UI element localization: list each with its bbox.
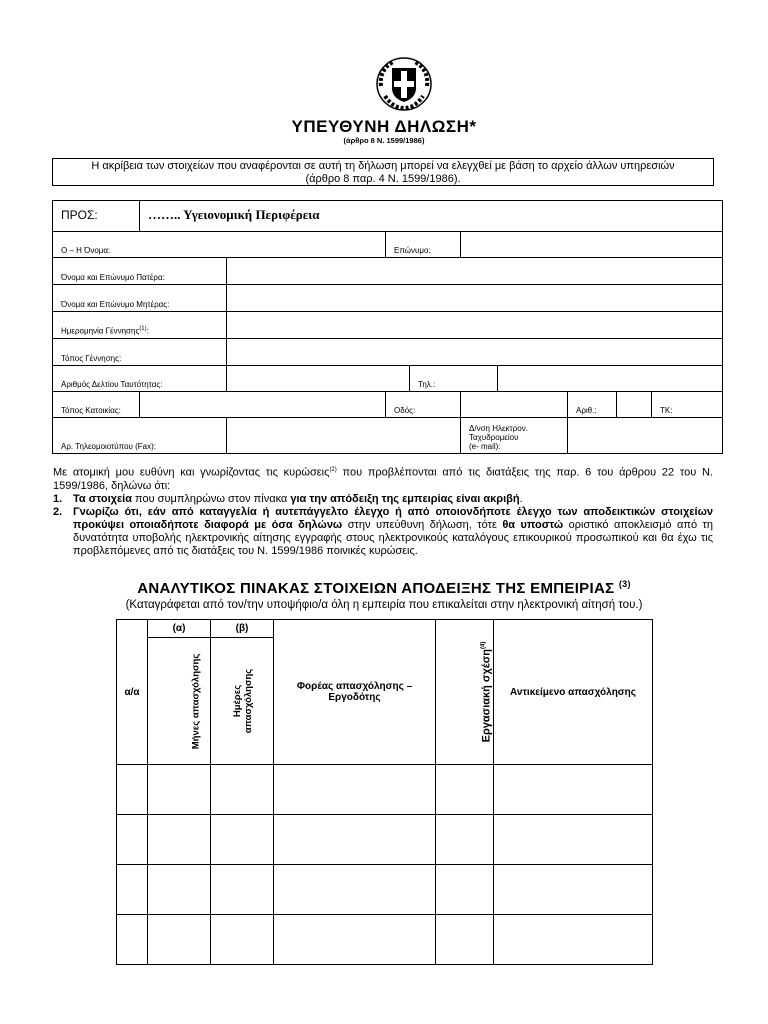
verification-notice xyxy=(52,158,714,186)
birthplace-label: Τόπος Γέννησης: xyxy=(53,339,227,366)
cell-relation[interactable] xyxy=(436,815,494,865)
personal-details-form xyxy=(52,200,723,454)
first-name-label: Ο – Η Όνομα: xyxy=(61,246,111,255)
street-number-label: Αριθ.: xyxy=(568,392,617,418)
col-header-relation: Εργασιακή σχέση$^{(4)}$ xyxy=(436,620,494,765)
col-header-aa: α/α xyxy=(117,620,148,765)
cell-relation[interactable] xyxy=(436,915,494,965)
id-number-field[interactable] xyxy=(227,366,410,392)
residence-field[interactable] xyxy=(140,392,386,418)
street-number-field[interactable] xyxy=(617,392,652,418)
col-header-months: Μήνες απασχόλησης xyxy=(148,638,211,765)
fax-label: Αρ. Τηλεομοιοτύπου (Fax): xyxy=(53,418,227,454)
cell-days[interactable] xyxy=(211,815,274,865)
father-name-label: Όνομα και Επώνυμο Πατέρα: xyxy=(53,258,227,285)
surname-label: Επώνυμο: xyxy=(386,232,461,258)
declaration-item-2: 2. Γνωρίζω ότι, εάν από καταγγελία ή αυτεπάγγελτο έλεγχο ή από οποιονδήποτε έλεγχο των αποδεικτικών στοιχείων προκύψει οποιαδήποτε διαφορά με όσα δηλώνω στην υπεύθυνη δήλωση, τότε θα υποστώ οριστικό αποκλεισμό από τη δυνατότητα υποβολής ηλεκτρονικής αίτησης εγγραφής στους ηλεκτρονικούς καταλόγους επικουρικού προσωπικού και θα έχω τις προβλεπόμενες από τις διατάξεις του Ν. 1599/1986 ποινικές κυρώσεις. xyxy=(53,505,714,557)
cell-aa[interactable] xyxy=(117,915,148,965)
coat-of-arms-icon xyxy=(375,56,433,112)
declaration-text xyxy=(53,464,713,558)
mother-name-field[interactable] xyxy=(227,285,723,312)
experience-table-title: ΑΝΑΛΥΤΙΚΟΣ ΠΙΝΑΚΑΣ ΣΤΟΙΧΕΙΩΝ ΑΠΟΔΕΙΞΗΣ ΤΗΣ ΕΜΠΕΙΡΙΑΣ $^{(3)}$ xyxy=(137,579,631,597)
birthplace-field[interactable] xyxy=(227,339,723,366)
table-row xyxy=(117,865,653,915)
birthdate-field[interactable] xyxy=(227,312,723,339)
cell-object[interactable] xyxy=(494,765,653,815)
street-label: Οδός: xyxy=(386,392,461,418)
cell-employer[interactable] xyxy=(274,915,436,965)
col-header-object: Αντικείμενο απασχόλησης xyxy=(494,620,653,765)
declaration-item-1: 1. Τα στοιχεία που συμπληρώνω στον πίνακα για την απόδειξη της εμπειρίας είναι ακριβή. xyxy=(53,492,523,505)
cell-employer[interactable] xyxy=(274,765,436,815)
phone-field[interactable] xyxy=(498,366,723,392)
cell-months[interactable] xyxy=(148,865,211,915)
phone-label: Τηλ.: xyxy=(410,366,498,392)
declaration-intro: Με ατομική μου ευθύνη και γνωρίζοντας τις κυρώσεις$^{(2)}$ που προβλέπονται από τις διατάξεις της παρ. 6 του άρθρου 22 του Ν. 1599/1986, δηλώνω ότι: xyxy=(53,466,713,492)
cell-employer[interactable] xyxy=(274,865,436,915)
to-recipient: …….. Υγειονομική Περιφέρεια xyxy=(140,201,723,232)
col-header-days: Ημέρες απασχόλησης xyxy=(211,638,274,765)
to-label: ΠΡΟΣ: xyxy=(53,201,140,232)
father-name-field[interactable] xyxy=(227,258,723,285)
cell-days[interactable] xyxy=(211,915,274,965)
surname-field[interactable] xyxy=(461,232,723,258)
residence-label: Τόπος Κατοικίας: xyxy=(53,392,140,418)
birthdate-label: Ημερομηνία Γέννησης$^{(1)}$: xyxy=(53,312,227,339)
cell-employer[interactable] xyxy=(274,815,436,865)
email-field[interactable] xyxy=(568,418,723,454)
table-row xyxy=(117,915,653,965)
cell-object[interactable] xyxy=(494,915,653,965)
notice-line-2: (άρθρο 8 παρ. 4 Ν. 1599/1986). xyxy=(305,173,461,185)
cell-days[interactable] xyxy=(211,865,274,915)
table-row xyxy=(117,765,653,815)
cell-days[interactable] xyxy=(211,765,274,815)
id-number-label: Αριθμός Δελτίου Ταυτότητας: xyxy=(53,366,227,392)
table-row xyxy=(117,815,653,865)
fax-field[interactable] xyxy=(227,418,461,454)
cell-relation[interactable] xyxy=(436,865,494,915)
col-header-employer: Φορέας απασχόλησης – Εργοδότης xyxy=(274,620,436,765)
cell-object[interactable] xyxy=(494,865,653,915)
mother-name-label: Όνομα και Επώνυμο Μητέρας: xyxy=(53,285,227,312)
email-label: Δ/νση Ηλεκτρον. Ταχυδρομείου (e- mail): xyxy=(461,418,568,454)
cell-object[interactable] xyxy=(494,815,653,865)
notice-line-1: Η ακρίβεια των στοιχείων που αναφέρονται σε αυτή τη δήλωση μπορεί να ελεγχθεί με βάση το αρχείο άλλων υπηρεσιών xyxy=(91,160,675,172)
cell-months[interactable] xyxy=(148,765,211,815)
cell-aa[interactable] xyxy=(117,815,148,865)
cell-relation[interactable] xyxy=(436,765,494,815)
cell-aa[interactable] xyxy=(117,765,148,815)
col-letter-b: (β) xyxy=(211,620,274,638)
cell-months[interactable] xyxy=(148,815,211,865)
cell-aa[interactable] xyxy=(117,865,148,915)
experience-table-subtitle: (Καταγράφεται από τον/την υποψήφιο/α όλη η εμπειρία που επικαλείται στην ηλεκτρονική αίτησή του.) xyxy=(125,599,643,611)
cell-months[interactable] xyxy=(148,915,211,965)
document-title: ΥΠΕΥΘΥΝΗ ΔΗΛΩΣΗ* xyxy=(291,117,477,136)
document-subtitle: (άρθρο 8 Ν. 1599/1986) xyxy=(343,136,425,145)
street-field[interactable] xyxy=(461,392,568,418)
postcode-label: ΤΚ: xyxy=(652,392,723,418)
first-name-field[interactable] xyxy=(53,232,386,258)
col-letter-a: (α) xyxy=(148,620,211,638)
experience-table xyxy=(116,619,653,965)
